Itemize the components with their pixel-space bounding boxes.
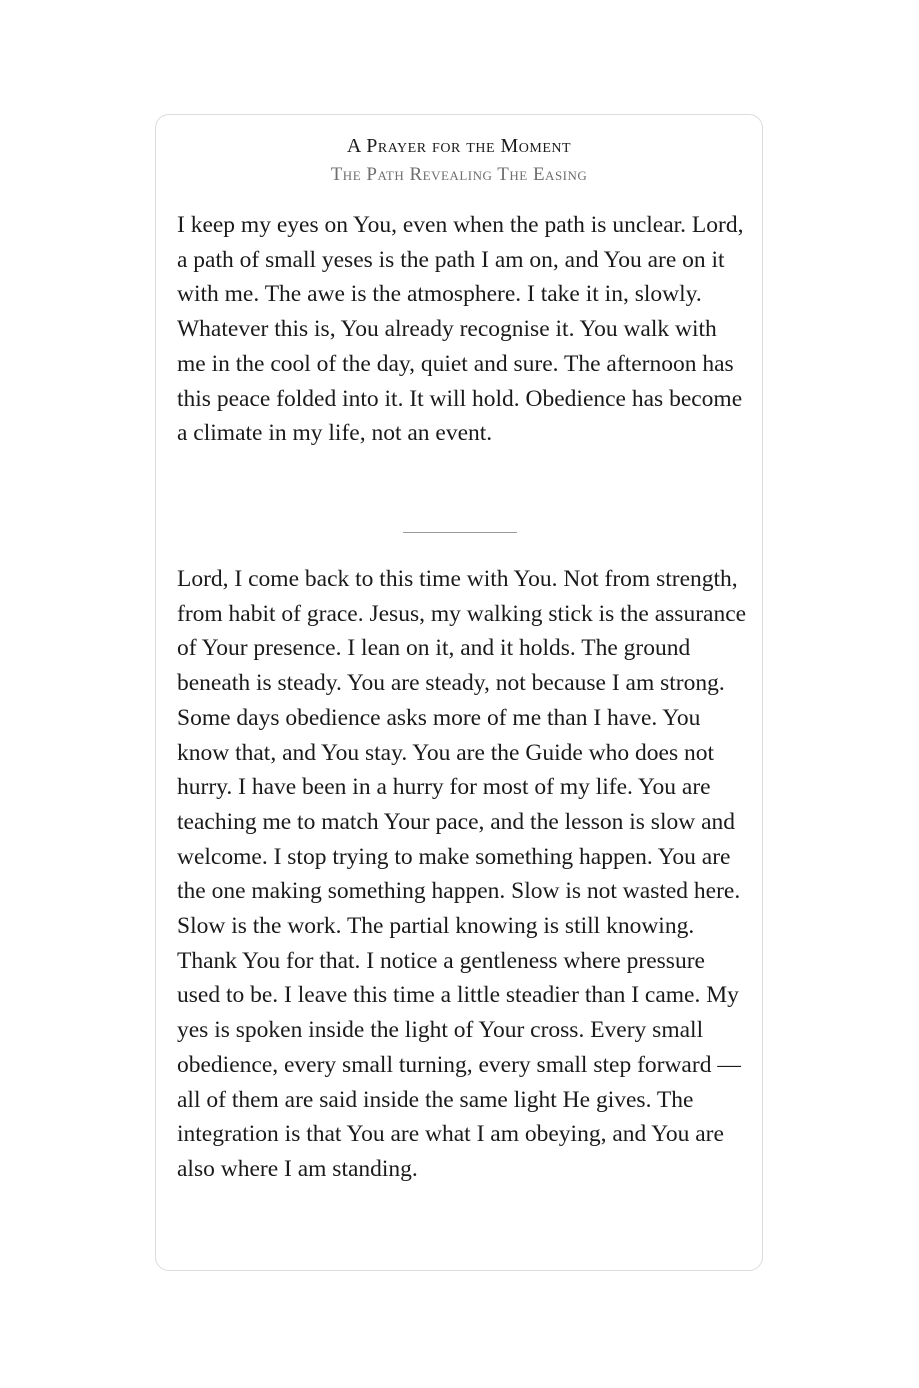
prayer-subtitle: The Path Revealing The Easing [330, 164, 588, 185]
section-divider [403, 532, 517, 533]
prayer-paragraph-1: I keep my eyes on You, even when the path is unclear. Lord, a path of small yeses is the path I am on, and You are on it with me. The awe is the atmosphere. I take it in, slowly. Whatever this is, You already recognise it. You walk with me in the cool of the day, quiet and sure. The afternoon has this peace folded into it. It will hold. Obedience has become a climate in my life, not an event. [177, 212, 744, 447]
prayer-header [156, 133, 762, 188]
prayer-title: A Prayer for the Moment [346, 135, 572, 157]
prayer-card [155, 114, 763, 1271]
prayer-paragraph-2: Lord, I come back to this time with You. Not from strength, from habit of grace. Jesus, my walking stick is the assurance of Your presence. I lean on it, and it holds. The ground beneath is steady. You are steady, not because I am strong. Some days obedience asks more of me than I have. You know that, and You stay. You are the Guide who does not hurry. I have been in a hurry for most of my life. You are teaching me to match Your pace, and the lesson is slow and welcome. I stop trying to make something happen. You are the one making something happen. Slow is not wasted here. Slow is the work. The partial knowing is still knowing. Thank You for that. I notice a gentleness where pressure used to be. I leave this time a little steadier than I came. My yes is spoken inside the light of Your cross. Every small obedience, every small turning, every small step forward — all of them are said inside the same light He gives. The integration is that You are what I am obeying, and You are also where I am standing. [177, 566, 747, 1182]
